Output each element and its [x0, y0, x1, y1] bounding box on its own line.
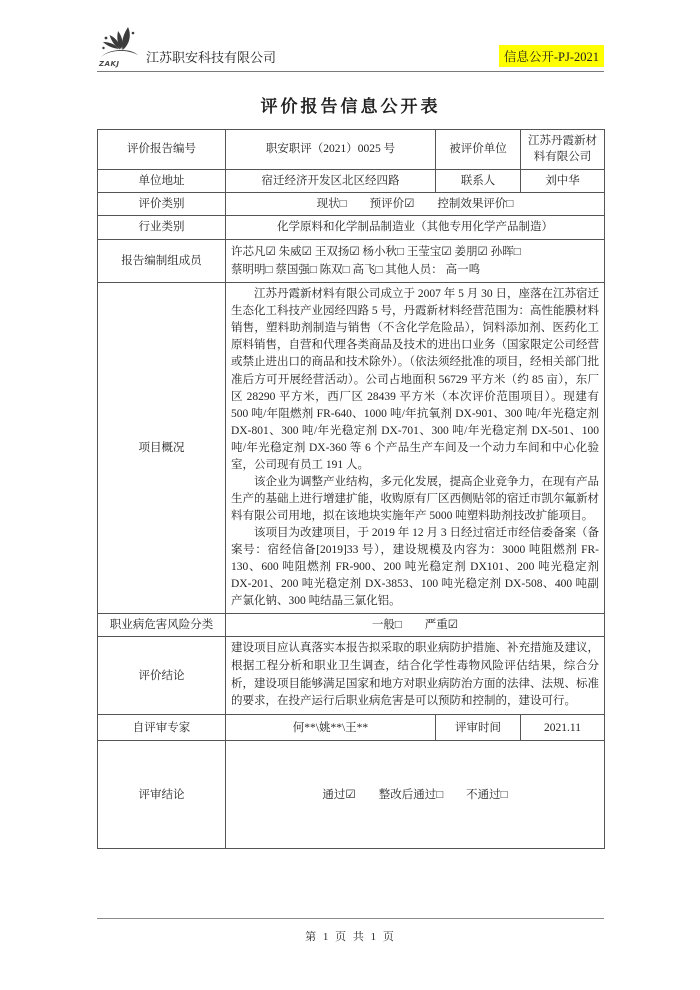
header-left	[97, 26, 276, 68]
evaluated-unit-label: 被评价单位	[436, 130, 521, 170]
overview-paragraph-1: 江苏丹霞新材料有限公司成立于 2007 年 5 月 30 日，座落在江苏宿迁生态化工科技产业园经四路 5 号，丹霞新材料经营范围为：高性能膜材料销售，塑料助剂制造与销售（不含化学危险品），饲料添加剂、医药化工原料销售，自营和代理各类商品及技术的进出口业务（国家限定公司经营或禁止进出口的商品和技术除外）。（依法须经批准的项目，经相关部门批准后方可开展经营活动）。公司占地面积 56729 平方米（约 85 亩），东厂区 28290 平方米，西厂区 28439 平方米（本次评价范围项目）。现建有 500 吨/年阻燃剂 FR-640、1000 吨/年抗氧剂 DX-901、300 吨/年光稳定剂 DX-801、300 吨/年光稳定剂 DX-701、300 吨/年光稳定剂 DX-501、100 吨/年光稳定剂 DX-360 等 6 个产品生产车间及一个动力车间和中心化验室，公司现有员工 191 人。	[231, 288, 599, 471]
company-logo	[97, 26, 143, 68]
address-value: 宿迁经济开发区北区经四路	[226, 169, 436, 192]
industry-value: 化学原料和化学制品制造业（其他专用化学产品制造）	[226, 216, 605, 239]
members-label: 报告编制组成员	[98, 239, 226, 283]
address-label: 单位地址	[98, 169, 226, 192]
info-table	[97, 129, 605, 849]
company-name: 江苏职安科技有限公司	[146, 50, 277, 65]
table-row-eval-category	[98, 192, 605, 215]
members-checkboxes	[226, 239, 605, 283]
report-no-label: 评价报告编号	[98, 130, 226, 170]
review-time-label: 评审时间	[436, 715, 521, 741]
contact-value: 刘中华	[521, 169, 605, 192]
overview-content	[226, 283, 605, 613]
table-row-self-experts	[98, 715, 605, 741]
risk-class-label: 职业病危害风险分类	[98, 613, 226, 636]
risk-class-checkboxes: 一般□ 严重☑	[226, 613, 605, 636]
members-line-2: 蔡明明□ 蔡国强□ 陈双□ 高飞□ 其他人员： 高一鸣	[231, 264, 481, 277]
eval-category-label: 评价类别	[98, 192, 226, 215]
overview-label: 项目概况	[98, 283, 226, 613]
document-header	[97, 26, 604, 72]
table-row-review-result	[98, 741, 605, 849]
review-result-checkboxes: 通过☑ 整改后通过□ 不通过□	[226, 741, 605, 849]
table-row-conclusion	[98, 637, 605, 715]
self-experts-value: 何**\姚**\王**	[226, 715, 436, 741]
table-row-members	[98, 239, 605, 283]
overview-paragraph-3: 该项目为改建项目，于 2019 年 12 月 3 日经过宿迁市经信委备案（备案号：宿经信备[2019]33 号），建设规模及内容为：3000 吨阻燃剂 FR-130、600 吨阻燃剂 FR-900、200 吨光稳定剂 DX101、200 吨光稳定剂 DX-201、200 吨光稳定剂 DX-3853、100 吨光稳定剂 DX-508、400 吨副产氯化钠、300 吨结晶三氯化铝。	[231, 526, 599, 607]
table-row-risk-class	[98, 613, 605, 636]
logo-text: ZAKJ	[99, 60, 120, 68]
eval-category-checkboxes: 现状□ 预评价☑ 控制效果评价□	[226, 192, 605, 215]
contact-label: 联系人	[436, 169, 521, 192]
conclusion-paragraph: 建设项目应认真落实本报告拟采取的职业病防护措施、补充措施及建议，根据工程分析和职业卫生调查，结合化学性毒物风险评估结果，综合分析，建设项目能够满足国家和地方对职业病防治方面的法律、法规、标准的要求，在投产运行后职业病危害是可以预防和控制的，建设可行。	[231, 642, 599, 708]
self-experts-label: 自评审专家	[98, 715, 226, 741]
report-no-value: 职安职评（2021）0025 号	[226, 130, 436, 170]
table-row-report-no	[98, 130, 605, 170]
industry-label: 行业类别	[98, 216, 226, 239]
conclusion-content	[226, 637, 605, 715]
table-row-address	[98, 169, 605, 192]
doc-code-highlight: 信息公开-PJ-2021	[499, 45, 604, 67]
evaluated-unit-value: 江苏丹霞新材料有限公司	[521, 130, 605, 170]
members-line-1: 许芯凡☑ 朱威☑ 王双扬☑ 杨小秋□ 王莹宝☑ 姜朋☑ 孙晖□	[231, 245, 521, 258]
review-result-label: 评审结论	[98, 741, 226, 849]
review-time-value: 2021.11	[521, 715, 605, 741]
table-row-industry	[98, 216, 605, 239]
page-title: 评价报告信息公开表	[260, 97, 441, 116]
page-footer	[97, 918, 604, 944]
conclusion-label: 评价结论	[98, 637, 226, 715]
table-row-overview	[98, 283, 605, 613]
overview-paragraph-2: 该企业为调整产业结构，多元化发展，提高企业竞争力，在现有产品生产的基础上进行增建扩能，收购原有厂区西侧贴邻的宿迁市凯尔氟新材料有限公司用地，拟在该地块实施年产 5000 吨塑料助剂技改扩能项目。	[231, 475, 599, 522]
page-number-text: 第 1 页 共 1 页	[305, 931, 396, 943]
